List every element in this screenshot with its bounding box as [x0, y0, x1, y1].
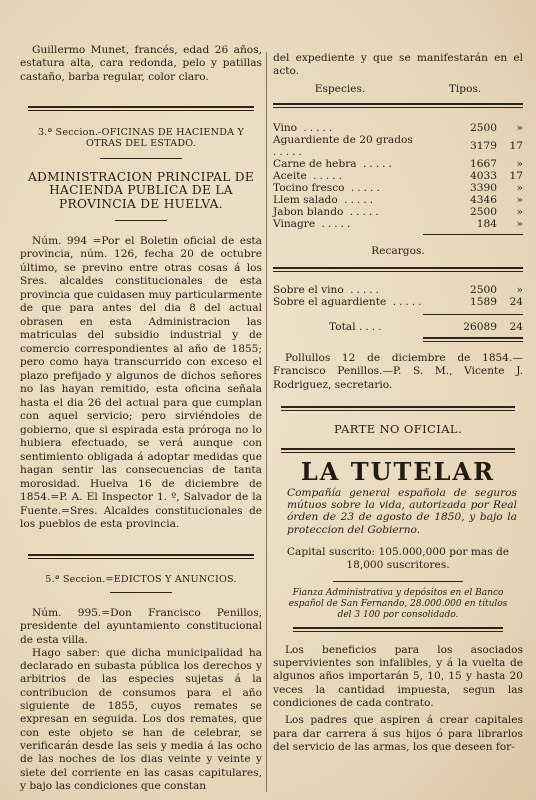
total-double-rule [423, 337, 523, 342]
item-cents: » [516, 157, 523, 170]
section-3-heading: 3.ª Seccion.-OFICINAS DE HACIENDA Y OTRAS DEL ESTADO. [37, 126, 245, 150]
items-table-body [273, 122, 523, 231]
table-header [273, 83, 523, 95]
column-header-tipos: Tipos. [448, 82, 482, 95]
item-value: 2500 [470, 121, 497, 134]
total-row: Total .... 26089 24 [329, 320, 523, 333]
double-rule [273, 103, 523, 108]
total-cents: 24 [509, 320, 523, 333]
sum-rule [423, 314, 523, 315]
notice-995-body: Hago saber: que dicha municipalidad ha declarado en subasta pública los derechos y arbitrios de las especies sujetas á la contribucion de consumos para el año siguiente de 1855, cuyos remates se expresan en seguida. Los dos remates, que con este objeto se han de celebrar, se verificarán desde las seis y media á las ocho de las noches de los dias veinte y veinte y siete del corriente en las casas capitulares, y bajo las condiciones que constan [20, 646, 262, 792]
total-value: 26089 [463, 320, 497, 333]
item-name: Vinagre ..... [273, 218, 354, 231]
item-value: 1589 [470, 295, 497, 308]
item-cents: » [516, 283, 523, 296]
recargos-label: Recargos. [371, 245, 425, 258]
item-cents: » [516, 218, 523, 231]
double-rule [281, 406, 515, 411]
item-value: 1667 [470, 157, 497, 170]
table-row [273, 158, 523, 170]
item-name: Carne de hebra ..... [273, 157, 395, 170]
table-row [273, 206, 523, 218]
table-row [273, 284, 523, 296]
fianza-line: Fianza Administrativa y depósitos en el Banco español de San Fernando, 28.000.000 en títulos del 3 100 por consolidado. [288, 587, 508, 620]
table-row [273, 134, 523, 158]
items-table [273, 122, 523, 231]
item-name: Vino ..... [273, 121, 336, 134]
item-value: 184 [476, 218, 497, 231]
company-description: Compañía general española de seguros mútuos sobre la vida, autorizada por Real órden de 23 de agosto de 1850, y bajo la proteccion del Gobierno. [287, 486, 517, 536]
benefits-paragraph: Los beneficios para los asociados supervivientes son infalibles, y á la vuelta de algunos años importarán 5, 10, 15 y hasta 20 veces la cantidad impuesta, segun las condiciones de cada contrato. [273, 643, 523, 709]
right-column [273, 0, 523, 754]
item-cents: » [516, 206, 523, 219]
item-value: 2500 [470, 206, 497, 219]
signature-paragraph: Pollullos 12 de diciembre de 1854.—Francisco Penillos.—P. S. M., Vicente J. Rodriguez, secretario. [273, 352, 523, 391]
item-name: Tocino fresco ..... [273, 182, 383, 195]
double-rule [273, 267, 523, 272]
item-value: 3179 [470, 139, 497, 152]
parte-no-oficial-heading: PARTE NO OFICIAL. [334, 421, 462, 436]
double-rule [281, 448, 515, 453]
item-cents: 17 [509, 169, 523, 182]
double-rule [28, 554, 254, 559]
table-row [273, 296, 523, 308]
double-rule [28, 106, 254, 111]
notice-995-intro: Núm. 995.=Don Francisco Penillos, presidente del ayuntamiento constitucional de esta villa. [20, 606, 262, 646]
administration-title: ADMINISTRACION PRINCIPAL DE HACIENDA PUBLICA DE LA PROVINCIA DE HUELVA. [27, 169, 255, 212]
description-paragraph: Guillermo Munet, francés, edad 26 años, estatura alta, cara redonda, pelo y patillas castaño, barba regular, color claro. [20, 44, 262, 83]
short-rule [333, 581, 463, 582]
table-row [273, 122, 523, 134]
table-row [273, 170, 523, 182]
short-rule [100, 158, 182, 159]
parents-paragraph: Los padres que aspiren á crear capitales para dar carrera á sus hijos ó para librarlos del servicio de las armas, los que deseen for- [273, 714, 523, 753]
item-value: 2500 [470, 283, 497, 296]
left-column [20, 0, 262, 793]
item-cents: » [516, 182, 523, 195]
item-name: Aguardiente de 20 grados ..... [273, 133, 413, 158]
short-rule [110, 592, 172, 593]
item-name: Aceite ..... [273, 169, 345, 182]
short-rule [115, 220, 167, 221]
item-value: 4033 [470, 169, 497, 182]
notice-994: Núm. 994 =Por el Boletin oficial de esta provincia, núm. 126, fecha 20 de octubre último, se previno entre otras cosas á los Sres. alcaldes constitucionales de esta provincia que cuidasen muy particularmente de que para antes del dia 8 del actual obrasen en esta Administracion las matriculas del subsidio industrial y de comercio correspondientes al año de 1855; pero como haya transcurrido con exceso el plazo prefijado y algunos de dichos señores no las hayan remitido, esta oficina señala hasta el dia 26 del actual para que cumplan con aquel servicio; pero sirviéndoles de gobierno, que si espirada esta próroga no lo hubiera efectuado, se verá aunque con sentimiento obligada á adoptar medidas que hagan sentir las consecuencias de tanta morosidad. Huelva 16 de diciembre de 1854.=P. A. El Inspector 1. º, Salvador de la Fuente.=Sres. Alcaldes constitucionales de los pueblos de esta provincia. [20, 234, 262, 531]
section-5-heading: 5.ª Seccion.=EDICTOS Y ANUNCIOS. [45, 573, 237, 585]
table-row [273, 218, 523, 230]
capital-line: Capital suscrito: 105.000,000 por mas de 18,000 suscritores. [286, 546, 510, 572]
item-value: 3390 [470, 182, 497, 195]
la-tutelar-title: LA TUTELAR [300, 457, 496, 487]
item-name: Jabon blando ..... [273, 206, 382, 219]
item-name: Sobre el aguardiente ..... [273, 295, 425, 308]
table-row [273, 194, 523, 206]
total-table [273, 321, 523, 333]
recargos-table [273, 284, 523, 308]
sum-rule [423, 234, 523, 235]
column-header-especies: Especies. [314, 82, 366, 95]
item-cents: 17 [509, 139, 523, 152]
item-name: Sobre el vino ..... [273, 283, 382, 296]
recargos-table-body [273, 284, 523, 308]
item-cents: » [516, 121, 523, 134]
item-name: Llem salado ..... [273, 194, 376, 207]
total-label: Total [329, 320, 356, 333]
item-cents: » [516, 194, 523, 207]
item-cents: 24 [509, 295, 523, 308]
item-value: 4346 [470, 194, 497, 207]
column-divider [266, 52, 267, 792]
double-rule [293, 627, 503, 632]
continuation-paragraph: del expediente y que se manifestarán en el acto. [273, 52, 523, 78]
table-row [273, 182, 523, 194]
